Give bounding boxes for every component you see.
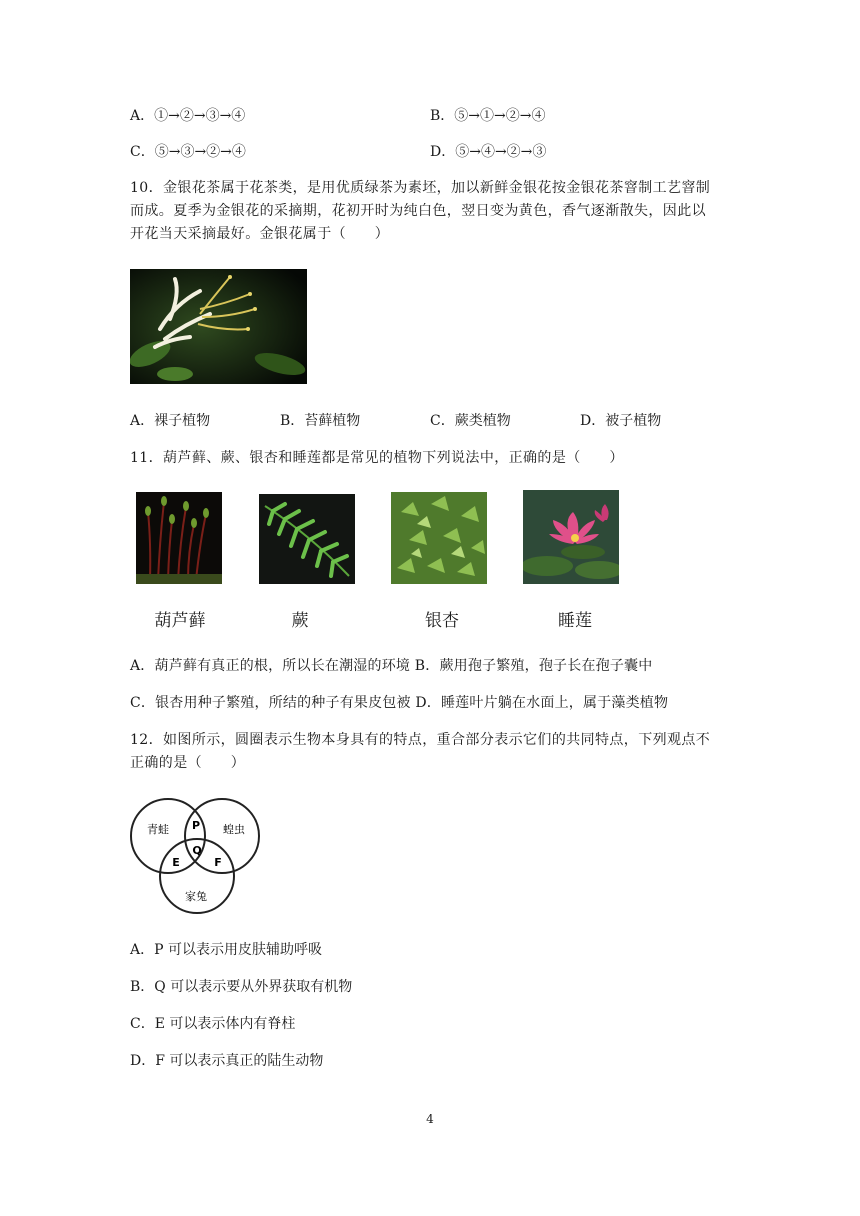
q12-option-a: A．P 可以表示用皮肤辅助呼吸 (130, 942, 322, 958)
water-lily-caption: 睡莲 (558, 611, 592, 631)
venn-diagram (128, 796, 264, 916)
region-e-label: E (172, 856, 180, 869)
region-f-label: F (214, 856, 222, 869)
honeysuckle-photo (130, 269, 307, 384)
q10-stem-line-1: 10．金银花茶属于花茶类，是用优质绿茶为素坯，加以新鲜金银花按金银花茶窨制工艺窨制 (130, 180, 711, 196)
locust-label: 蝗虫 (223, 823, 245, 836)
moss-photo (136, 492, 222, 584)
fern-caption: 蕨 (291, 611, 309, 631)
q10-option-d: D．被子植物 (580, 413, 662, 429)
q9-option-a: A．①→②→③→④ (130, 108, 246, 124)
fern-photo (259, 494, 355, 584)
q11-options-cd: C．银杏用种子繁殖，所结的种子有果皮包被 D．睡莲叶片躺在水面上，属于藻类植物 (130, 695, 669, 711)
q9-option-c: C．⑤→③→②→④ (130, 144, 246, 160)
locust-circle (185, 799, 259, 873)
q9-option-b: B．⑤→①→②→④ (430, 108, 546, 124)
q11-stem: 11．葫芦藓、蕨、银杏和睡莲都是常见的植物下列说法中，正确的是（ ） (130, 450, 624, 466)
page-number: 4 (426, 1112, 434, 1126)
q10-stem-line-3: 开花当天采摘最好。金银花属于（ ） (130, 226, 390, 242)
q10-option-b: B．苔藓植物 (280, 413, 361, 429)
rabbit-label: 家兔 (185, 890, 207, 903)
q12-stem-line-2: 正确的是（ ） (130, 755, 246, 771)
q11-options-ab: A．葫芦藓有真正的根，所以长在潮湿的环境 B．蕨用孢子繁殖，孢子长在孢子囊中 (130, 658, 653, 674)
ginkgo-photo (391, 492, 487, 584)
q9-option-d: D．⑤→④→②→③ (430, 144, 547, 160)
region-q-label: Q (192, 844, 202, 857)
q12-option-d: D．F 可以表示真正的陆生动物 (130, 1053, 324, 1069)
region-p-label: P (191, 819, 201, 832)
frog-label: 青蛙 (147, 823, 169, 836)
water-lily-photo (523, 490, 619, 584)
ginkgo-caption: 银杏 (425, 611, 459, 631)
q12-option-b: B．Q 可以表示要从外界获取有机物 (130, 979, 353, 995)
q12-stem-line-1: 12．如图所示，圆圈表示生物本身具有的特点，重合部分表示它们的共同特点，下列观点不 (130, 732, 711, 748)
moss-caption: 葫芦藓 (154, 611, 206, 631)
q10-option-a: A．裸子植物 (130, 413, 211, 429)
q12-option-c: C．E 可以表示体内有脊柱 (130, 1016, 296, 1032)
q10-option-c: C．蕨类植物 (430, 413, 511, 429)
q10-stem-line-2: 而成。夏季为金银花的采摘期，花初开时为纯白色，翌日变为黄色，香气逐渐散失，因此以 (130, 203, 706, 219)
frog-circle (131, 799, 205, 873)
